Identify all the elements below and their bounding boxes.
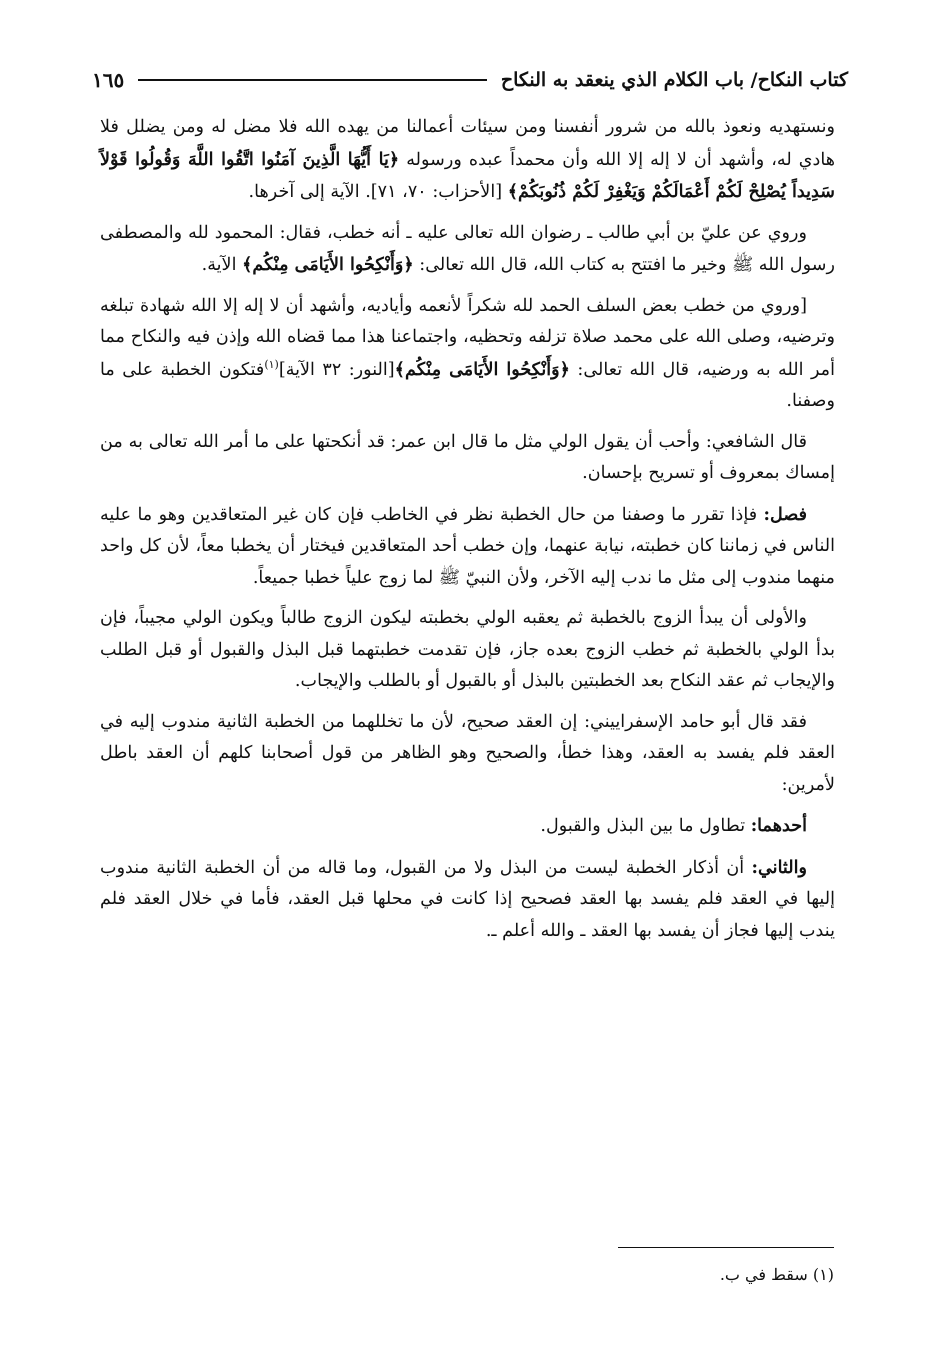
paragraph-7: فقد قال أبو حامد الإسفراييني: إن العقد صحيح، لأن ما تخللهما من الخطبة الثانية مندوب إليه في العقد فلم يفسد به العقد، وهذا خطأ، والصحيح وهو الظاهر من قول أصحابنا كلهم أن العقد باطل لأمرين: [100,711,835,795]
paragraph-8: أحدهما: تطاول ما بين البذل والقبول. [540,815,807,836]
paragraph-4: قال الشافعي: وأحب أن يقول الولي مثل ما قال ابن عمر: قد أنكحتها على ما أمر الله تعالى به من إمساك بمعروف أو تسريح بإحسان. [100,431,835,483]
footnote-reference: (١) [264,357,279,371]
point-label: أحدهما: [750,815,807,836]
chapter-title: كتاب النكاح/ باب الكلام الذي ينعقد به النكاح [500,69,848,91]
quran-verse: ﴿وَأَنْكِحُوا الأَيَامَى مِنْكُم﴾ [242,254,414,275]
paragraph-1: ونستهديه ونعوذ بالله من شرور أنفسنا ومن سيئات أعمالنا من يهده الله فلا مضل له ومن يضلل فلا هادي له، وأشهد أن لا إله إلا الله وأن محمداً عبده ورسوله ﴿يَا أَيُّهَا الَّذِينَ آمَنُوا اتَّقُوا اللَّهَ وَقُولُوا قَوْلاً سَدِيداً يُصْلِحْ لَكُمْ أَعْمَالَكُمْ وَيَغْفِرْ لَكُمْ ذُنُوبَكُمْ﴾ [الأحزاب: ٧٠، ٧١]. الآية إلى آخرها. [100,117,835,202]
section-label: فصل: [763,503,807,525]
paragraph-3: [وروي من خطب بعض السلف الحمد لله شكراً لأنعمه وأياديه، وأشهد أن لا إله إلا الله شهادة تبلغه وترضيه، وصلى الله على محمد صلاة تزلفه وتحظيه، واجتماعنا هذا مما قضاه الله وإذن فيه والنكاح مما أمر الله به ورضيه، قال الله تعالى: ﴿وَأَنْكِحُوا الأَيَامَى مِنْكُم﴾[النور: ٣٢ الآية]$^{(١)}$فتكون الخطبة على ما وصفنا. [100,295,835,411]
running-header [92,60,848,100]
quran-verse: ﴿يَا أَيُّهَا الَّذِينَ آمَنُوا اتَّقُوا اللَّهَ وَقُولُوا قَوْلاً سَدِيداً يُصْلِحْ لَكُمْ أَعْمَالَكُمْ وَيَغْفِرْ لَكُمْ ذُنُوبَكُمْ﴾ [100,148,835,202]
footnote-marker: (١) [812,1265,834,1284]
footnote-text: سقط في ب. [719,1265,808,1284]
paragraph-5: فصل: فإذا تقرر ما وصفنا من حال الخطبة نظر في الخاطب فإن كان غير المتعاقدين وهو ما عليه الناس في زماننا كان خطبته، نيابة عنهما، وإن خطب أحد المتعاقدين فيختار أن يخطبا معاً، لأن كل واحد منهما مندوب إلى مثل ما ندب إليه الآخر، ولأن النبيّ ﷺ لما زوج علياً خطبا جميعاً. [100,503,835,588]
footnote-divider [618,1247,834,1248]
paragraph-9: والثاني: أن أذكار الخطبة ليست من البذل ولا من القبول، وما قاله من أن الخطبة الثانية مندوب إليها في العقد فلم يفسد بها العقد فصحيح إذا كانت في محلها قبل العقد، فأما في خلال العقد فلم يندب إليها فجاز أن يفسد بها العقد ـ والله أعلم ـ. [100,856,835,941]
main-text [100,112,835,956]
quran-verse: ﴿وَأَنْكِحُوا الأَيَامَى مِنْكُم﴾ [394,358,570,380]
paragraph-2: وروي عن عليّ بن أبي طالب ـ رضوان الله تعالى عليه ـ أنه خطب، فقال: المحمود لله والمصطفى رسول الله ﷺ وخير ما افتتح به كتاب الله، قال الله تعالى: ﴿وَأَنْكِحُوا الأَيَامَى مِنْكُم﴾ الآية. [100,222,835,275]
point-label: والثاني: [751,856,807,878]
paragraph-6: والأولى أن يبدأ الزوج بالخطبة ثم يعقبه الولي بخطبته ليكون الزوج طالباً ويكون الولي مجيباً، فإن بدأ الولي بالخطبة ثم خطب الزوج بعده جاز، فإن تقدمت خطبتهما قبل البذل والقبول أو قبل الطلب والإيجاب ثم عقد النكاح بعد الخطبتين بالبذل أو بالقبول أو بالطلب والإيجاب. [100,608,835,691]
header-rule [138,79,487,81]
page-number: ١٦٥ [92,68,125,92]
footnote [720,1265,834,1284]
